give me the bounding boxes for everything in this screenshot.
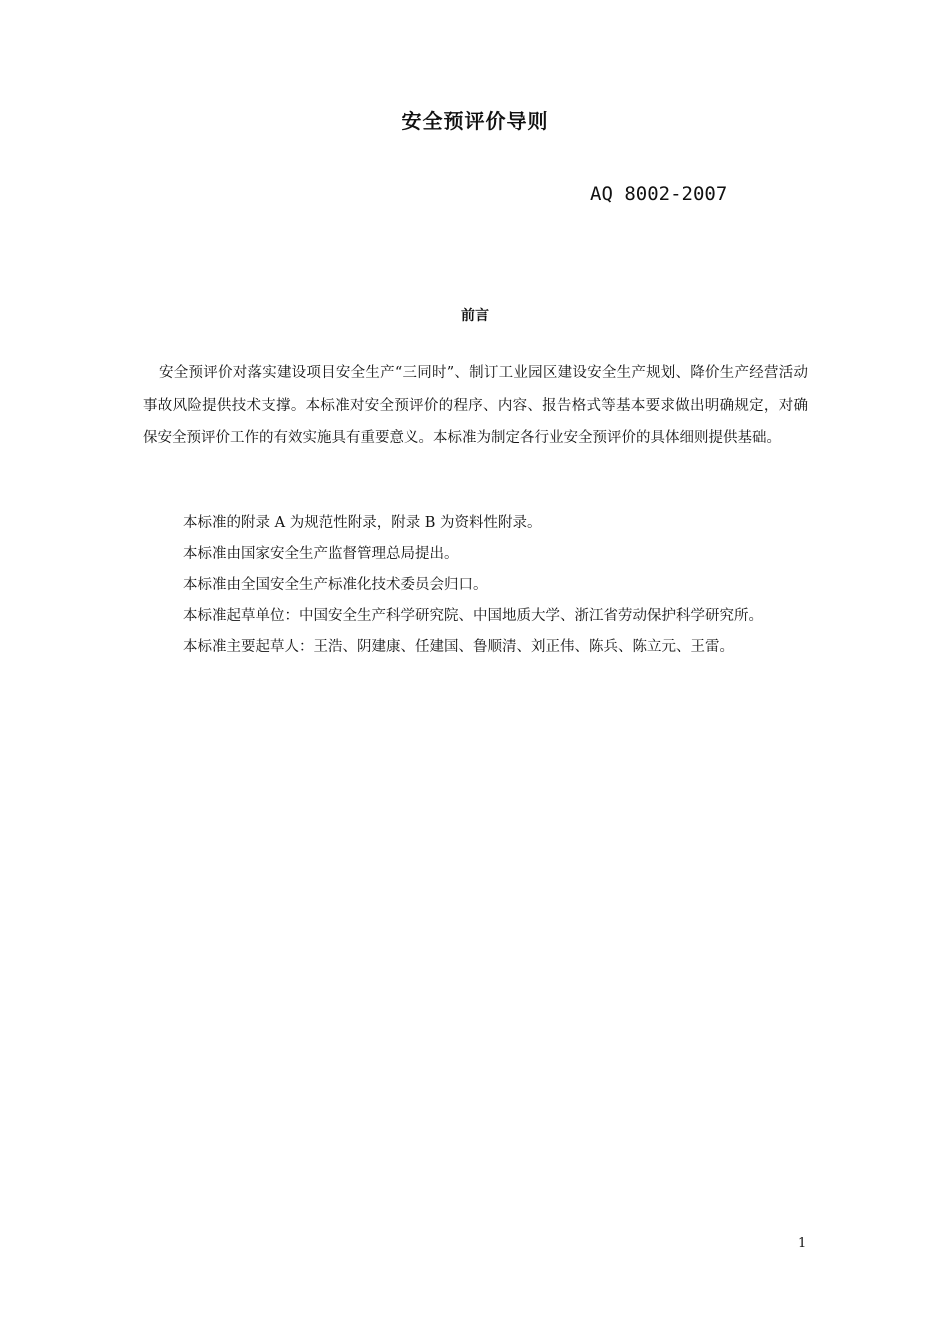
statement-drafters: 本标准主要起草人：王浩、阴建康、任建国、鲁顺清、刘正伟、陈兵、陈立元、王雷。 [183,639,734,655]
document-title: 安全预评价导则 [401,109,549,133]
statement-proposer: 本标准由国家安全生产监督管理总局提出。 [183,546,459,562]
statement-annex: 本标准的附录 A 为规范性附录，附录 B 为资料性附录。 [183,515,542,531]
statement-committee: 本标准由全国安全生产标准化技术委员会归口。 [183,577,488,593]
page-number: 1 [798,1236,807,1251]
intro-paragraph: 安全预评价对落实建设项目安全生产“三同时”、制订工业园区建设安全生产规划、降价生产经营活动事故风险提供技术支撑。本标准对安全预评价的程序、内容、报告格式等基本要求做出明确规定，对确保安全预评价工作的有效实施具有重要意义。本标准为制定各行业安全预评价的具体细则提供基础。 [143,365,808,446]
standard-code: AQ 8002-2007 [590,183,728,205]
foreword-heading: 前言 [461,308,489,324]
statement-drafting-units: 本标准起草单位：中国安全生产科学研究院、中国地质大学、浙江省劳动保护科学研究所。 [183,608,763,624]
statement-list [183,508,823,663]
